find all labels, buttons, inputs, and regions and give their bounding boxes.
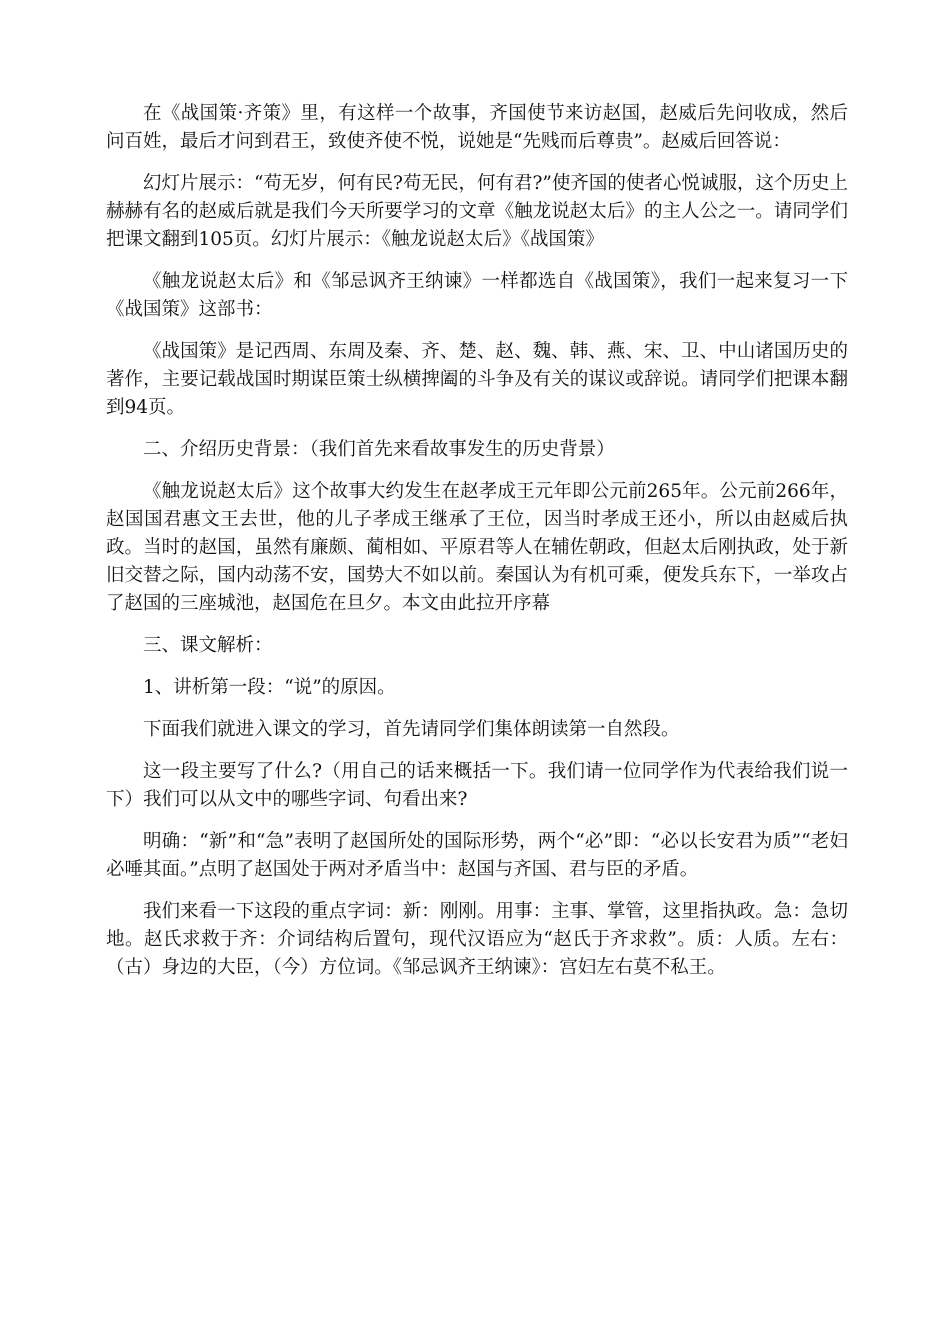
paragraph: 在《战国策·齐策》里，有这样一个故事，齐国使节来访赵国，赵威后先问收成，然后问百姓，最后才问到君王，致使齐使不悦，说她是“先贱而后尊贵”。赵威后回答说： <box>106 103 848 152</box>
paragraph: 《战国策》是记西周、东周及秦、齐、楚、赵、魏、韩、燕、宋、卫、中山诸国历史的著作，主要记载战国时期谋臣策士纵横捭阖的斗争及有关的谋议或辞说。请同学们把课本翻到94页。 <box>106 341 848 418</box>
paragraph: 这一段主要写了什么?（用自己的话来概括一下。我们请一位同学作为代表给我们说一下）我们可以从文中的哪些字词、句看出来? <box>106 761 848 810</box>
paragraph: 《触龙说赵太后》这个故事大约发生在赵孝成王元年即公元前265年。公元前266年，赵国国君惠文王去世，他的儿子孝成王继承了王位，因当时孝成王还小，所以由赵威后执政。当时的赵国，虽然有廉颇、蔺相如、平原君等人在辅佐朝政，但赵太后刚执政，处于新旧交替之际，国内动荡不安，国势大不如以前。秦国认为有机可乘，便发兵东下，一举攻占了赵国的三座城池，赵国危在旦夕。本文由此拉开序幕 <box>106 481 848 614</box>
section-heading: 二、介绍历史背景：（我们首先来看故事发生的历史背景） <box>143 439 615 460</box>
section-heading: 三、课文解析： <box>143 635 273 656</box>
document-page <box>106 100 848 996</box>
paragraph: 《触龙说赵太后》和《邹忌讽齐王纳谏》一样都选自《战国策》，我们一起来复习一下《战国策》这部书： <box>106 271 848 320</box>
paragraph: 幻灯片展示：“苟无岁，何有民?苟无民，何有君?”使齐国的使者心悦诚服，这个历史上赫赫有名的赵威后就是我们今天所要学习的文章《触龙说赵太后》的主人公之一。请同学们把课文翻到105页。幻灯片展示：《触龙说赵太后》《战国策》 <box>106 173 848 250</box>
paragraph: 下面我们就进入课文的学习，首先请同学们集体朗读第一自然段。 <box>143 719 680 740</box>
subsection-heading: 1、讲析第一段：“说”的原因。 <box>143 677 396 698</box>
paragraph: 明确：“新”和“急”表明了赵国所处的国际形势，两个“必”即：“必以长安君为质”“老妇必唾其面。”点明了赵国处于两对矛盾当中：赵国与齐国、君与臣的矛盾。 <box>106 831 848 880</box>
paragraph: 我们来看一下这段的重点字词：新：刚刚。用事：主事、掌管，这里指执政。急：急切地。赵氏求救于齐：介词结构后置句，现代汉语应为“赵氏于齐求救”。质：人质。左右：（古）身边的大臣，（今）方位词。《邹忌讽齐王纳谏》：宫妇左右莫不私王。 <box>106 901 848 978</box>
